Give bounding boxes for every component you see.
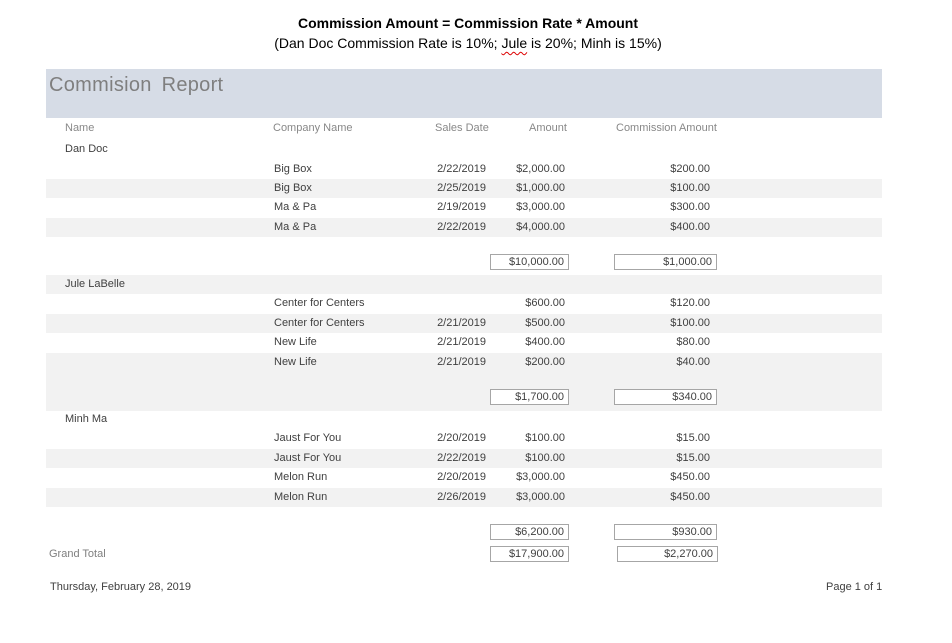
- formula-line-1: Commission Amount = Commission Rate * Amount: [297, 15, 639, 31]
- formula-line-2-end: is 20%; Minh is 15%): [527, 35, 662, 51]
- subtotal-commission-minh-ma: $930.00: [614, 524, 717, 540]
- cell-sales-date: 2/22/2019: [437, 163, 486, 175]
- cell-sales-date: 2/19/2019: [437, 201, 486, 213]
- cell-company: Big Box: [274, 163, 312, 175]
- cell-company: Center for Centers: [274, 297, 365, 309]
- cell-company: Ma & Pa: [274, 221, 317, 233]
- subtotal-amount-jule-labelle: $1,700.00: [490, 389, 569, 405]
- cell-company: Center for Centers: [274, 317, 365, 329]
- row-shade: [46, 275, 882, 294]
- column-header-company: Company Name: [273, 122, 353, 134]
- cell-sales-date: 2/21/2019: [437, 317, 486, 329]
- cell-amount: $3,000.00: [516, 201, 565, 213]
- cell-sales-date: 2/22/2019: [437, 452, 486, 464]
- cell-amount: $100.00: [525, 432, 565, 444]
- cell-amount: $400.00: [525, 336, 565, 348]
- cell-amount: $3,000.00: [516, 471, 565, 483]
- cell-company: Big Box: [274, 182, 312, 194]
- cell-amount: $200.00: [525, 356, 565, 368]
- cell-amount: $4,000.00: [516, 221, 565, 233]
- cell-sales-date: 2/21/2019: [437, 336, 486, 348]
- cell-commission: $120.00: [670, 297, 710, 309]
- cell-amount: $100.00: [525, 452, 565, 464]
- grand-total-amount: $17,900.00: [490, 546, 569, 562]
- cell-sales-date: 2/25/2019: [437, 182, 486, 194]
- group-name-jule-labelle: Jule LaBelle: [65, 278, 125, 290]
- cell-commission: $400.00: [670, 221, 710, 233]
- column-header-sales-date: Sales Date: [435, 122, 489, 134]
- column-header-amount: Amount: [529, 122, 567, 134]
- cell-commission: $100.00: [670, 317, 710, 329]
- cell-amount: $500.00: [525, 317, 565, 329]
- column-header-commission: Commission Amount: [616, 122, 717, 134]
- cell-sales-date: 2/22/2019: [437, 221, 486, 233]
- cell-company: Jaust For You: [274, 432, 342, 444]
- column-header-name: Name: [65, 122, 95, 134]
- cell-company: Ma & Pa: [274, 201, 317, 213]
- group-name-dan-doc: Dan Doc: [65, 143, 108, 155]
- cell-company: Melon Run: [274, 471, 328, 483]
- cell-amount: $1,000.00: [516, 182, 565, 194]
- cell-commission: $450.00: [670, 491, 710, 503]
- cell-commission: $100.00: [670, 182, 710, 194]
- cell-commission: $15.00: [676, 452, 710, 464]
- cell-commission: $40.00: [676, 356, 710, 368]
- subtotal-amount-dan-doc: $10,000.00: [490, 254, 569, 270]
- formula-line-2: [0, 35, 936, 51]
- report-title: Commision Report: [49, 74, 224, 96]
- cell-company: Melon Run: [274, 491, 328, 503]
- subtotal-commission-dan-doc: $1,000.00: [614, 254, 717, 270]
- cell-sales-date: 2/20/2019: [437, 471, 486, 483]
- cell-commission: $15.00: [676, 432, 710, 444]
- cell-commission: $450.00: [670, 471, 710, 483]
- cell-commission: $300.00: [670, 201, 710, 213]
- cell-commission: $80.00: [676, 336, 710, 348]
- cell-sales-date: 2/21/2019: [437, 356, 486, 368]
- footer-date: Thursday, February 28, 2019: [50, 581, 192, 593]
- cell-commission: $200.00: [670, 163, 710, 175]
- cell-amount: $2,000.00: [516, 163, 565, 175]
- cell-sales-date: 2/20/2019: [437, 432, 486, 444]
- cell-amount: $600.00: [525, 297, 565, 309]
- subtotal-commission-jule-labelle: $340.00: [614, 389, 717, 405]
- group-name-minh-ma: Minh Ma: [65, 413, 108, 425]
- grand-total-commission: $2,270.00: [617, 546, 718, 562]
- footer-page-number: Page 1 of 1: [826, 581, 883, 593]
- cell-company: New Life: [274, 356, 317, 368]
- cell-sales-date: 2/26/2019: [437, 491, 486, 503]
- cell-amount: $3,000.00: [516, 491, 565, 503]
- cell-company: Jaust For You: [274, 452, 342, 464]
- formula-line-2-start: (Dan Doc Commission Rate is 10%;: [274, 35, 502, 51]
- formula-line-2-jule: Jule: [501, 35, 528, 51]
- cell-company: New Life: [274, 336, 317, 348]
- subtotal-amount-minh-ma: $6,200.00: [490, 524, 569, 540]
- grand-total-label: Grand Total: [49, 548, 106, 560]
